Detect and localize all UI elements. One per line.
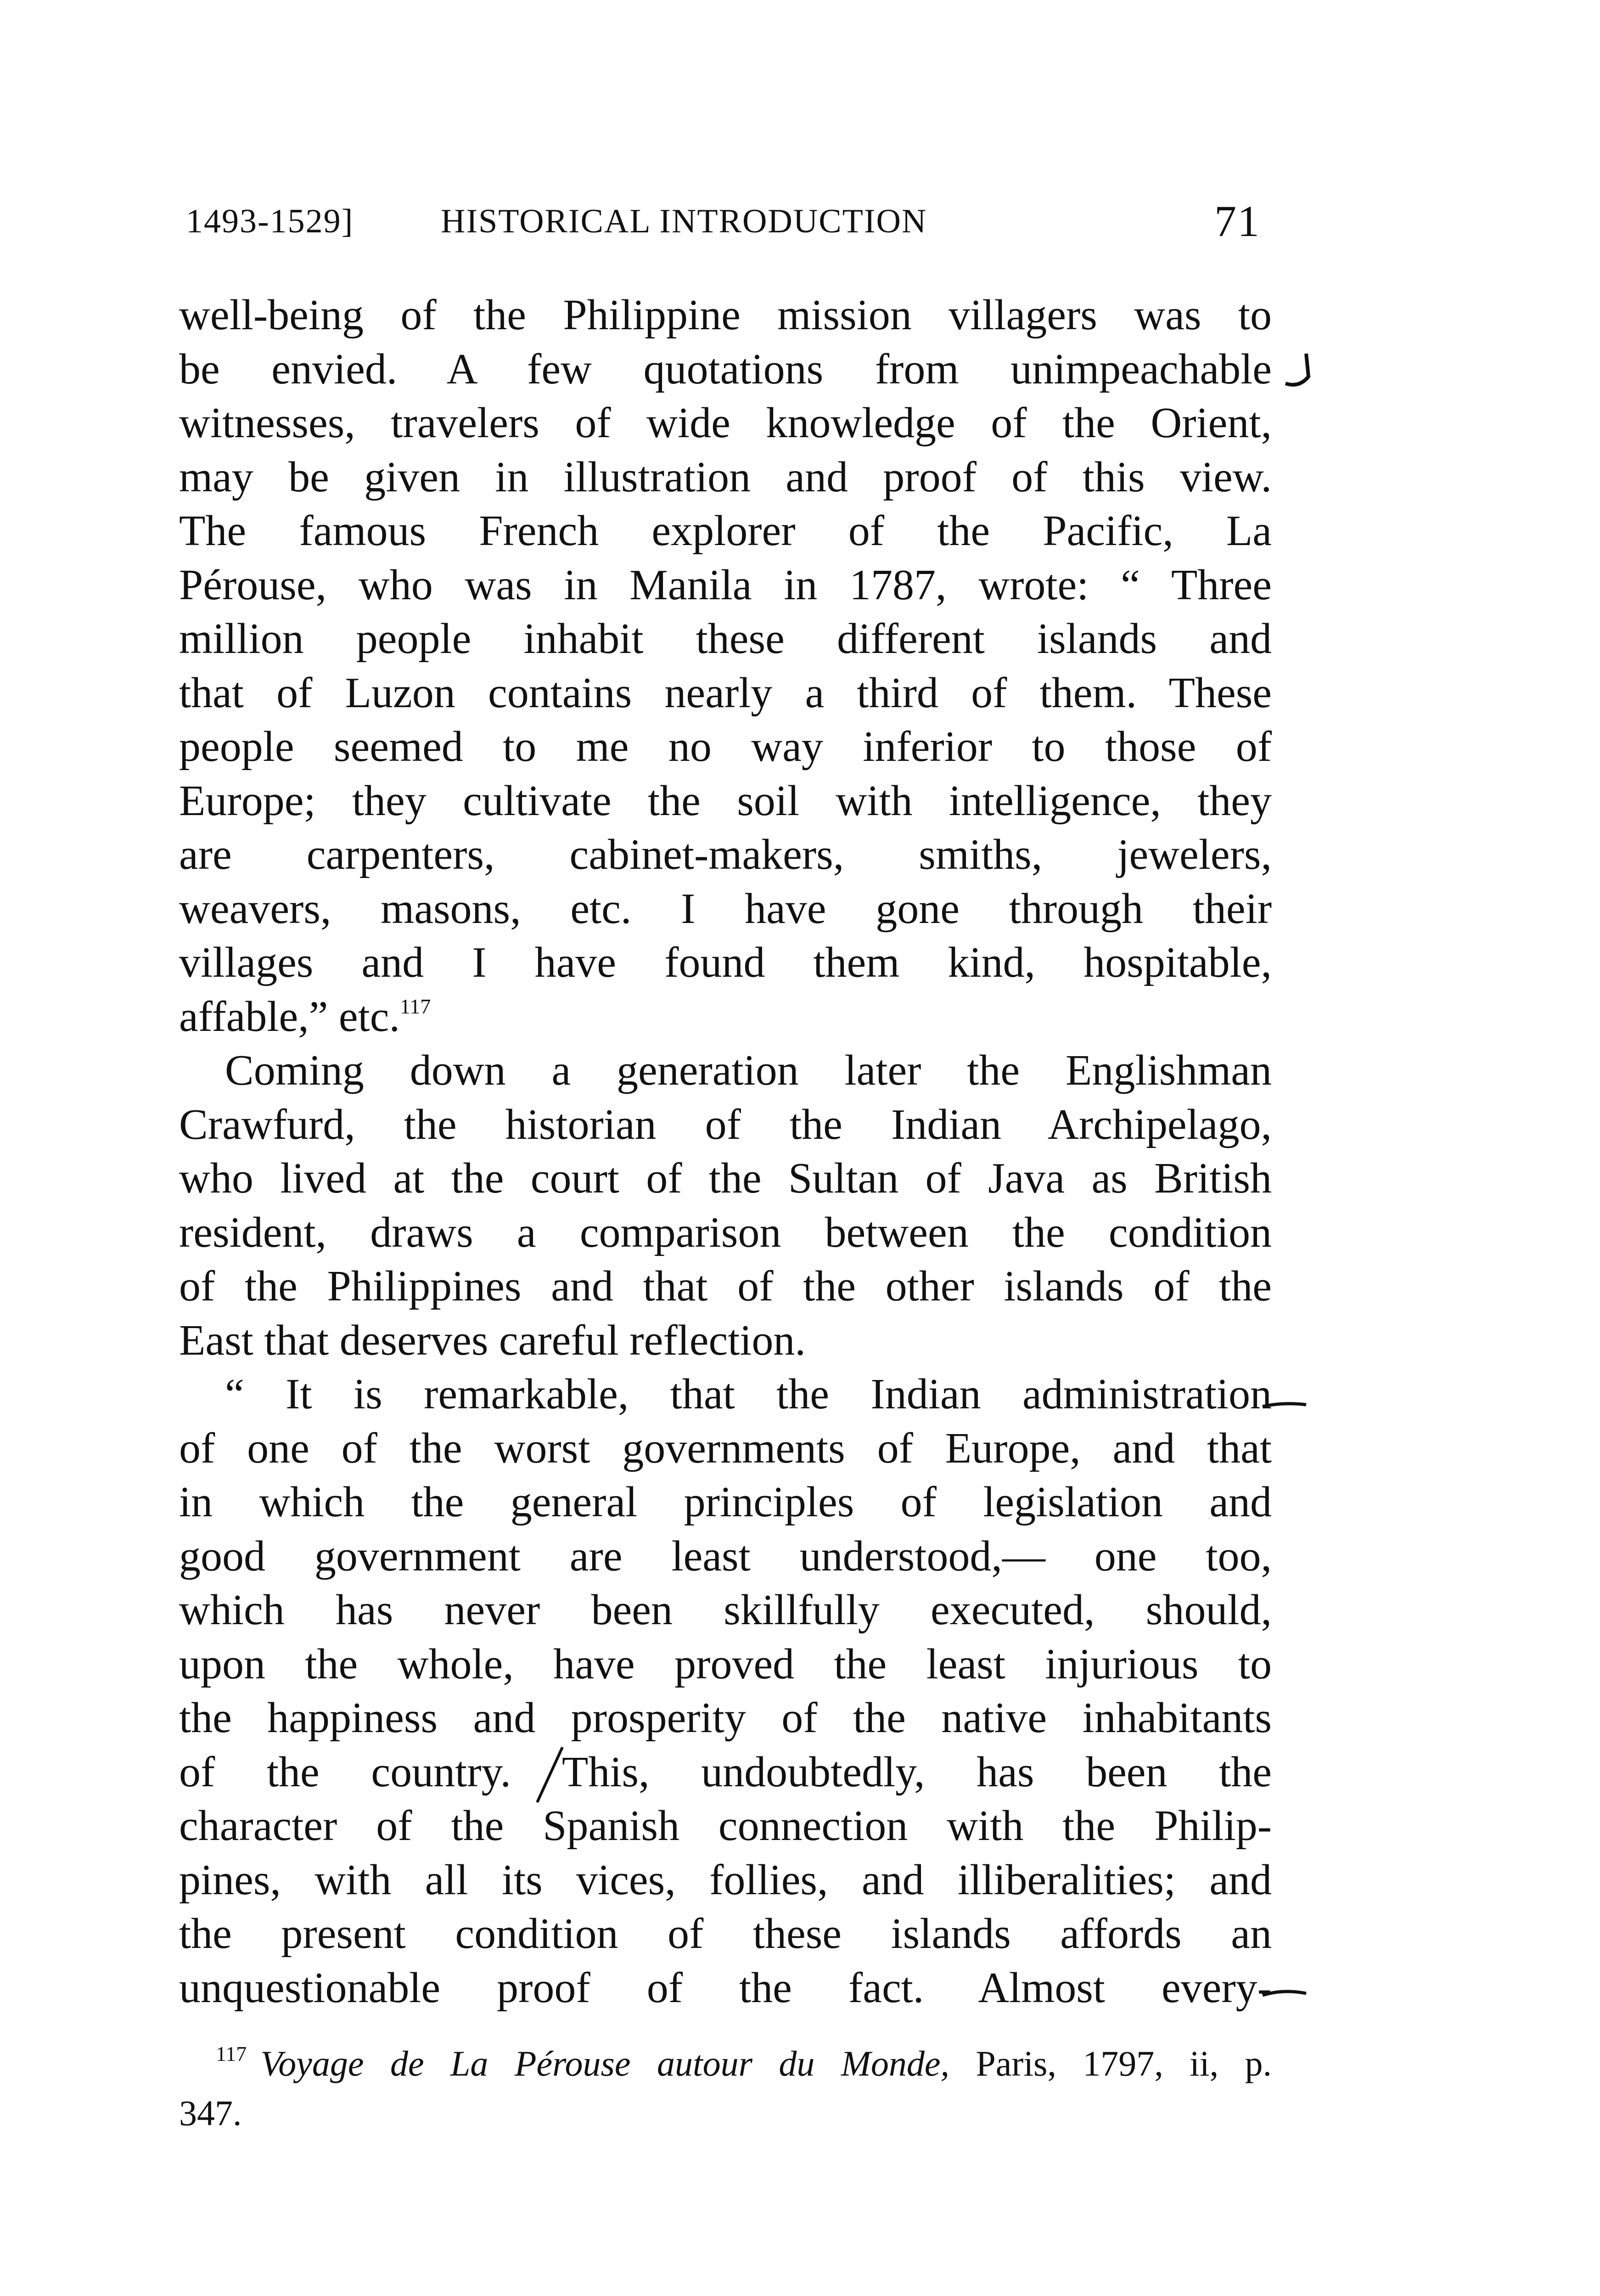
footnote-line: 347. <box>179 2093 242 2133</box>
text-line: “ It is remarkable, that the Indian administration <box>225 1370 1272 1418</box>
margin-mark-bracket <box>1281 349 1318 390</box>
text-line: Europe; they cultivate the soil with intelligence, they <box>179 777 1272 825</box>
running-head <box>186 197 1260 253</box>
date-range: 1493-1529] <box>186 203 354 240</box>
text-line: well-being of the Philippine mission villagers was to <box>179 291 1272 339</box>
text-line: resident, draws a comparison between the condition <box>179 1208 1272 1256</box>
footnote-citation: Paris, 1797, ii, p. <box>949 2043 1272 2083</box>
text-line: Crawfurd, the historian of the Indian Archipelago, <box>179 1100 1272 1148</box>
text-line-content: affable,” etc. <box>179 992 400 1041</box>
margin-mark-dash <box>1260 1986 1311 2000</box>
text-line: of the Philippines and that of the other islands of the <box>179 1262 1272 1310</box>
margin-mark-dash <box>1260 1398 1311 1412</box>
body-text <box>179 288 1272 2015</box>
margin-mark-slash <box>528 1745 569 1809</box>
text-line: upon the whole, have proved the least injurious to <box>179 1640 1272 1688</box>
text-line: people seemed to me no way inferior to those of <box>179 723 1272 771</box>
footnote-line <box>179 2039 1272 2088</box>
text-line: pines, with all its vices, follies, and illiberalities; and <box>179 1856 1272 1904</box>
text-line: weavers, masons, etc. I have gone through their <box>179 884 1272 933</box>
text-line: unquestionable proof of the fact. Almost every- <box>179 1964 1272 2012</box>
text-line: which has never been skillfully executed, should, <box>179 1586 1272 1634</box>
text-line: in which the general principles of legislation and <box>179 1478 1272 1526</box>
text-line: East that deserves careful reflection. <box>179 1316 806 1364</box>
text-line: be envied. A few quotations from unimpeachable <box>179 345 1272 393</box>
text-line: the happiness and prosperity of the native inhabitants <box>179 1694 1272 1742</box>
text-line: Pérouse, who was in Manila in 1787, wrote: “ Three <box>179 561 1272 609</box>
text-line: witnesses, travelers of wide knowledge of the Orient, <box>179 399 1272 447</box>
text-line: character of the Spanish connection with the Philip- <box>179 1802 1272 1850</box>
footnote <box>179 2039 1272 2138</box>
text-line: Coming down a generation later the Englishman <box>225 1047 1272 1094</box>
text-line: may be given in illustration and proof of this view. <box>179 453 1272 501</box>
text-line: villages and I have found them kind, hospitable, <box>179 939 1272 986</box>
text-line: good government are least understood,— one too, <box>179 1532 1272 1580</box>
text-line: of one of the worst governments of Europe, and that <box>179 1424 1272 1472</box>
footnote-number: 117 <box>216 2042 247 2065</box>
text-line: the present condition of these islands affords an <box>179 1910 1272 1958</box>
text-line: million people inhabit these different islands and <box>179 615 1272 663</box>
text-line: that of Luzon contains nearly a third of them. These <box>179 669 1272 717</box>
page-number: 71 <box>1214 197 1260 246</box>
text-line: are carpenters, cabinet-makers, smiths, jewelers, <box>179 831 1272 878</box>
text-line: who lived at the court of the Sultan of Java as British <box>179 1154 1272 1202</box>
footnote-title: Voyage de La Pérouse autour du Monde, <box>260 2043 949 2083</box>
footnote-reference: 117 <box>399 994 431 1018</box>
text-line <box>179 990 1272 1044</box>
running-title: HISTORICAL INTRODUCTION <box>441 203 927 240</box>
text-line: of the country. This, undoubtedly, has been the <box>179 1748 1272 1796</box>
text-line: The famous French explorer of the Pacific, La <box>179 507 1272 555</box>
